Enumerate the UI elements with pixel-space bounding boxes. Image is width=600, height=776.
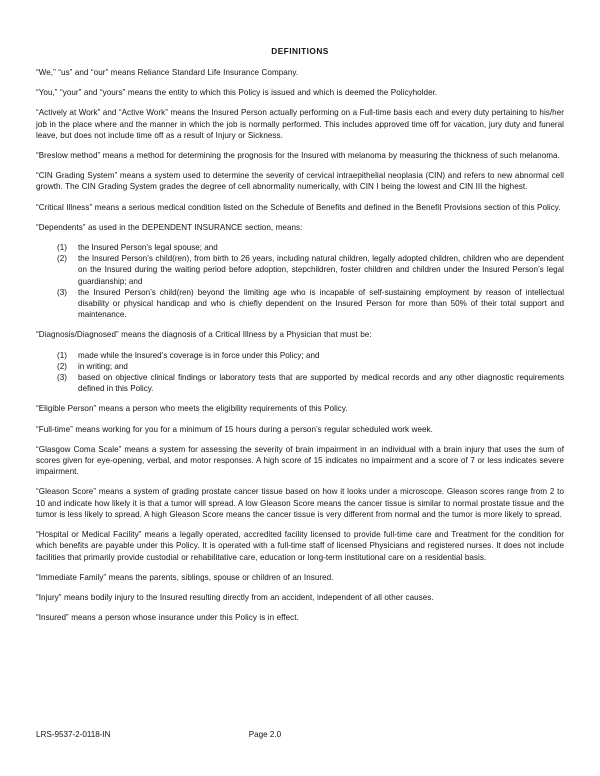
form-number: LRS-9537-2-0118-IN [36, 730, 111, 739]
list-item [36, 242, 564, 253]
definition-immediate-family: “Immediate Family” means the parents, siblings, spouse or children of an Insured. [36, 572, 334, 582]
list-marker: (2) [57, 361, 67, 371]
diagnosis-list [36, 350, 564, 395]
list-item [36, 350, 564, 361]
definition-eligible-person: “Eligible Person” means a person who meets the eligibility requirements of this Policy. [36, 404, 348, 414]
page-title: DEFINITIONS [271, 46, 329, 56]
definition-hospital-or-medical-facility: “Hospital or Medical Facility” means a legally operated, accredited facility licensed to provide full-time care and Treatment for the condition for which benefits are payable under this Policy. It is operated with a full-time staff of licensed Physicians and registered nurses. It does not include facilities that primarily provide custodial or rehabilitative care, education or long-term institutional care on a residential basis. [36, 530, 564, 562]
list-marker: (2) [57, 254, 67, 264]
list-item-text: the Insured Person’s child(ren) beyond the limiting age who is incapable of self-sustaining employment by reason of intellectual disability or physical handicap and who is chiefly dependent on the Insured Person for more than 50% of their total support and maintenance. [78, 287, 564, 320]
definition-glasgow-coma-scale: “Glasgow Coma Scale” means a system for assessing the severity of brain impairment in an individual with a brain injury that uses the sum of scores given for eye-opening, verbal, and motor responses. A high score of 15 indicates no impairment and a score of 7 or less indicates severe impairment. [36, 444, 564, 477]
definition-breslow-method: “Breslow method” means a method for determining the prognosis for the Insured with melanoma by measuring the thickness of such melanoma. [36, 151, 560, 161]
document-body [36, 46, 564, 632]
definition-insured: “Insured” means a person whose insurance under this Policy is in effect. [36, 613, 299, 623]
definition-dependents-lead-in: “Dependents” as used in the DEPENDENT INSURANCE section, means: [36, 222, 303, 232]
definition-injury: “Injury” means bodily injury to the Insured resulting directly from an accident, independent of all other causes. [36, 592, 434, 602]
definition-actively-at-work: “Actively at Work” and “Active Work” means the Insured Person actually performing on a Full-time basis each and every duty pertaining to his/her job in the place where and the manner in which the job is normally performed. This includes approved time off for vacation, jury duty and funeral leave, but does not include time off as a result of Injury or Sickness. [36, 108, 564, 140]
list-item [36, 287, 564, 321]
list-item [36, 372, 564, 394]
definition-critical-illness: “Critical Illness” means a serious medical condition listed on the Schedule of Benefits and defined in the Benefit Provisions section of this Policy. [36, 202, 561, 212]
list-marker: (1) [57, 350, 67, 360]
list-marker: (1) [57, 243, 67, 253]
definition-full-time: “Full-time” means working for you for a minimum of 15 hours during a person’s regular scheduled work week. [36, 424, 433, 434]
definition-we-us-our: “We,” “us” and “our” means Reliance Standard Life Insurance Company. [36, 68, 299, 77]
list-marker: (3) [57, 287, 67, 297]
page-number: Page 2.0 [248, 730, 282, 739]
list-marker: (3) [57, 373, 67, 383]
page-footer [36, 729, 564, 740]
dependents-list [36, 242, 564, 320]
list-item-text: the Insured Person’s legal spouse; and [78, 243, 218, 253]
list-item [36, 253, 564, 287]
list-item [36, 361, 564, 372]
definition-you-your-yours: “You,” “your” and “yours” means the entity to which this Policy is issued and which is deemed the Policyholder. [36, 88, 438, 98]
definition-gleason-score: “Gleason Score” means a system of grading prostate cancer tissue based on how it looks under a microscope. Gleason scores range from 2 to 10 and indicate how likely it is that a tumor will spread. A low Gleason Score means the cancer tissue is similar to normal prostate tissue and the tumor is less likely to spread. A high Gleason Score means the cancer tissue is very different from normal and the tumor is more likely to spread. [36, 487, 564, 519]
list-item-text: based on objective clinical findings or laboratory tests that are supported by medical records and any other diagnostic requirements defined in this Policy. [78, 373, 564, 394]
list-item-text: in writing; and [78, 361, 128, 371]
list-item-text: the Insured Person’s child(ren), from birth to 26 years, including natural children, legally adopted children, children who are dependent on the Insured during the waiting period before adoption, stepchildren, foster children and children under the Insured Person’s legal guardianship; and [78, 254, 564, 286]
definition-diagnosis-lead-in: “Diagnosis/Diagnosed” means the diagnosis of a Critical Illness by a Physician that must be: [36, 330, 372, 340]
list-item-text: made while the Insured’s coverage is in force under this Policy; and [78, 350, 320, 360]
definition-cin-grading-system: “CIN Grading System” means a system used to determine the severity of cervical intraepithelial neoplasia (CIN) and refers to new abnormal cell growth. The CIN Grading System grades the degree of cell abnormality numerically, with CIN I being the lowest and CIN III the highest. [36, 171, 564, 192]
